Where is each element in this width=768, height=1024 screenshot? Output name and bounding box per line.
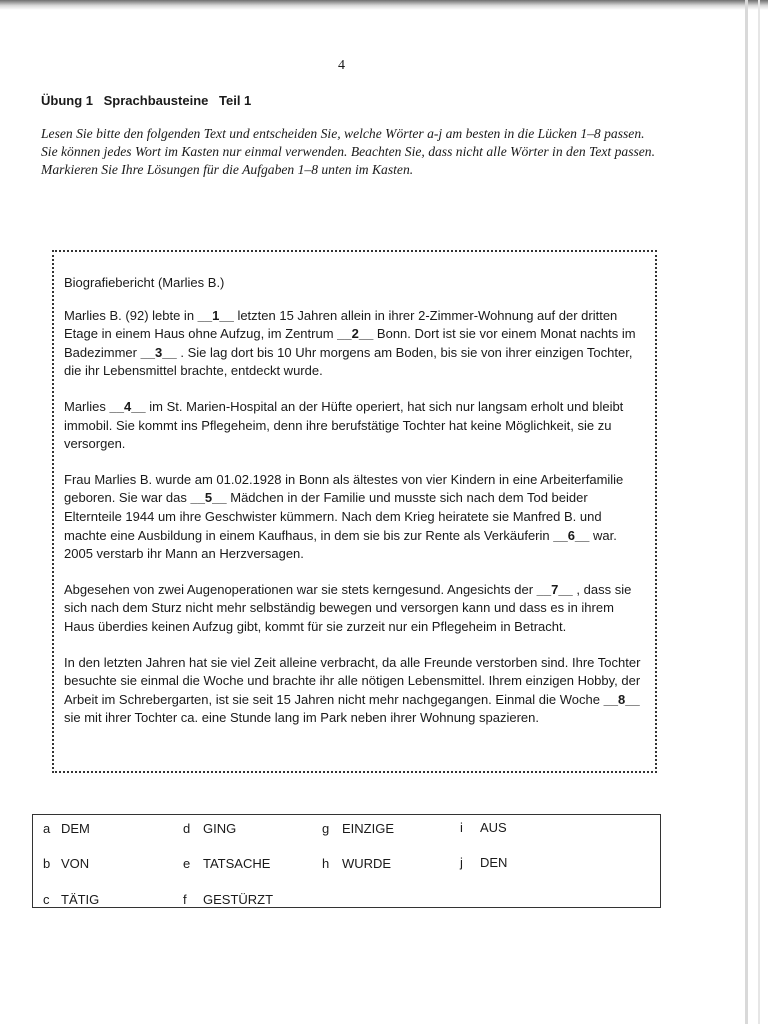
gap-6: __6__: [553, 527, 590, 543]
gap-8: __8__: [603, 691, 640, 707]
option-g: g EINZIGE: [322, 821, 395, 836]
gap-3: __3__: [140, 344, 177, 360]
paragraph-3: Frau Marlies B. wurde am 01.02.1928 in Bonn als ältestes von vier Kindern in eine Arbeiterfamilie geboren. Sie war das __5__ Mädchen in der Familie und musste sich nach dem Tod beider Elternteile 1944 um ihre Geschwister kümmern. Nach dem Krieg heiratete sie Manfred B. und machte eine Ausbildung in einem Kaufhaus, in dem sie bis zur Rente als Verkäuferin __6__ war. 2005 verstarb ihr Mann an Herzversagen.: [64, 471, 624, 562]
paragraph-5: In den letzten Jahren hat sie viel Zeit alleine verbracht, da alle Freunde verstorben sind. Ihre Tochter besuchte sie einmal die Woche und brachte ihr alle nötigen Lebensmittel. Ihrem einzigen Hobby, der Arbeit im Schrebergarten, ist sie seit 15 Jahren nicht mehr nachgegangen. Einmal die Woche __8__ sie mit ihrer Tochter ca. eine Stunde lang im Park neben ihrer Wohnung spazieren.: [64, 654, 641, 726]
option-j: j DEN: [460, 855, 508, 870]
paragraph-2: Marlies __4__ im St. Marien-Hospital an der Hüfte operiert, hat sich nur langsam erholt und bleibt immobil. Sie kommt ins Pflegeheim, denn ihre berufstätige Tochter hat keine Möglichkeit, sie zu versorgen.: [64, 398, 624, 452]
gap-5: __5__: [190, 490, 227, 506]
option-d: d GING: [183, 821, 237, 836]
gap-1: __1__: [197, 307, 234, 323]
exercise-title: [41, 93, 258, 108]
word-options-box: [32, 814, 661, 908]
paragraph-4: Abgesehen von zwei Augenoperationen war sie stets kerngesund. Angesichts der __7__ , dass sie sich nach dem Sturz nicht mehr selbständig bewegen und versorgen kann und dass es in ihrem Haus überdies keinen Aufzug gibt, kommt für sie zurzeit nur ein Pflegeheim in Betracht.: [64, 581, 632, 634]
option-i: i AUS: [460, 820, 507, 835]
option-a: a DEM: [43, 821, 90, 836]
exercise-part: Teil 1: [219, 93, 252, 108]
exercise-number: Übung 1: [41, 93, 93, 108]
option-e: e TATSACHE: [183, 856, 271, 871]
exercise-name: Sprachbausteine: [103, 93, 209, 108]
text-heading: Biografiebericht (Marlies B.): [64, 275, 225, 290]
scan-right-edge: [745, 0, 748, 1024]
reading-text-box: [52, 250, 657, 773]
gap-7: __7__: [536, 581, 573, 597]
gap-4: __4__: [109, 398, 146, 414]
option-c: c TÄTIG: [43, 892, 100, 907]
paragraph-1: Marlies B. (92) lebte in __1__ letzten 15 Jahren allein in ihrer 2-Zimmer-Wohnung auf der dritten Etage in einem Haus ohne Aufzug, im Zentrum __2__ Bonn. Dort ist sie vor einem Monat nachts im Badezimmer __3__ . Sie lag dort bis 10 Uhr morgens am Boden, bis sie von ihrer einzigen Tochter, die ihr Lebensmittel brachte, entdeckt wurde.: [64, 307, 636, 379]
page-number: 4: [338, 58, 345, 73]
option-h: h WURDE: [322, 856, 392, 871]
instructions: Lesen Sie bitte den folgenden Text und entscheiden Sie, welche Wörter a-j am besten in die Lücken 1–8 passen. Sie können jedes Wort im Kasten nur einmal verwenden. Beachten Sie, dass nicht alle Wörter in den Text passen. Markieren Sie Ihre Lösungen für die Aufgaben 1–8 unten im Kasten.: [41, 126, 656, 177]
option-b: b VON: [43, 856, 90, 871]
gap-2: __2__: [337, 326, 374, 342]
scan-right-edge-outer: [758, 0, 760, 1024]
option-f: f GESTÜRZT: [183, 892, 274, 907]
scan-top-edge: [0, 0, 768, 10]
